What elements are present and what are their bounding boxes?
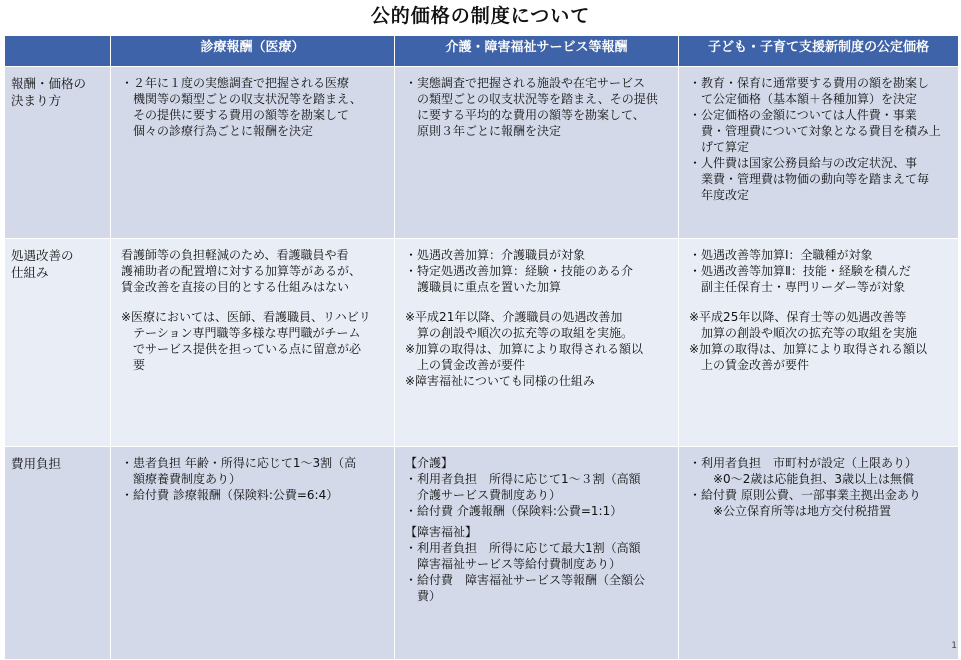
medical-improvement-text (121, 247, 386, 295)
cell-care-cost-burden (395, 447, 679, 660)
text-line: 原則３年ごとに報酬を決定 (405, 124, 562, 138)
row-label-cost-burden (5, 447, 111, 660)
text-line: ・処遇改善等加算Ⅱ：技能・経験を積んだ (689, 264, 911, 278)
text-line: ・人件費は国家公務員給与の改定状況、事 (689, 156, 918, 170)
text-line: 算の創設や順次の拡充等の取組を実施。 (405, 326, 634, 340)
text-line: 費） (405, 589, 442, 603)
childcare-improvement-text (689, 247, 950, 295)
text-line: 個々の診療行為ごとに報酬を決定 (121, 124, 314, 138)
row-label-price-determination (5, 67, 111, 239)
text-line: 報酬・価格の (11, 76, 87, 91)
welfare-cost-section (405, 524, 670, 604)
text-line: 護補助者の配置増に対する加算等があるが、 (121, 264, 362, 278)
text-line: げて算定 (689, 140, 750, 154)
text-line: ・給付費 原則公費、一部事業主拠出金あり (689, 488, 921, 502)
text-line: の類型ごとの収支状況等を踏まえ、その提供 (405, 92, 658, 106)
care-cost-section (405, 455, 670, 519)
text-line: 介護サービス費制度あり） (405, 488, 562, 502)
text-line: 費・管理費について対象となる費目を積み上 (689, 124, 941, 138)
text-line: ・教育・保育に通常要する費用の額を勘案し (689, 76, 930, 90)
text-line: 【障害福祉】 (405, 525, 478, 539)
cell-childcare-treatment-improvement (679, 239, 959, 447)
table-row-treatment-improvement (5, 239, 959, 447)
header-corner-cell (5, 36, 111, 67)
text-line: ・処遇改善等加算Ⅰ：全職種が対象 (689, 248, 873, 262)
text-line: 副主任保育士・専門リーダー等が対象 (689, 280, 906, 294)
text-line: 賃金改善を直接の目的とする仕組みはない (121, 280, 350, 294)
text-line: 処遇改善の (11, 248, 74, 263)
text-line: ・処遇改善加算：介護職員が対象 (405, 248, 586, 262)
text-line: その提供に要する費用の額等を勘案して (121, 108, 350, 122)
text-line: 機関等の類型ごとの収支状況等を踏まえ、 (121, 92, 362, 106)
text-line: ・給付費 介護報酬（保険料:公費=1:1） (405, 504, 623, 518)
text-line: 決まり方 (11, 93, 62, 108)
text-line: 障害福祉サービス等給付費制度あり） (405, 557, 622, 571)
childcare-improvement-note (689, 309, 950, 373)
text-line: 護職員に重点を置いた加算 (405, 280, 562, 294)
text-line: 【介護】 (405, 456, 454, 470)
text-line: ※加算の取得は、加算により取得される額以 (405, 342, 644, 356)
text-line: ・実態調査で把握される施設や在宅サービス (405, 76, 646, 90)
text-line: ・給付費 診療報酬（保険料:公費=6:4） (121, 488, 339, 502)
text-line: 年度改定 (689, 188, 750, 202)
header-childcare: 子ども・子育て支援新制度の公定価格 (679, 36, 959, 67)
text-line: ※医療においては、医師、看護職員、リハビリ (121, 310, 371, 324)
cell-childcare-cost-burden (679, 447, 959, 660)
text-line: 費用負担 (11, 456, 62, 471)
text-line: でサービス提供を担っている点に留意が必 (121, 342, 362, 356)
cell-medical-cost-burden (111, 447, 395, 660)
page-number: 1 (951, 641, 957, 651)
text-line: ・公定価格の金額については人件費・事業 (689, 108, 917, 122)
text-line: ※0～2歳は応能負担、3歳以上は無償 (689, 472, 914, 486)
header-medical: 診療報酬（医療） (111, 36, 395, 67)
cell-medical-treatment-improvement (111, 239, 395, 447)
header-care-welfare: 介護・障害福祉サービス等報酬 (395, 36, 679, 67)
text-line: に要する平均的な費用の額等を勘案して、 (405, 108, 645, 122)
text-line: ※平成25年以降、保育士等の処遇改善等 (689, 310, 907, 324)
text-line: 業費・管理費は物価の動向等を踏まえて毎 (689, 172, 930, 186)
text-line: ※平成21年以降、介護職員の処遇改善加 (405, 310, 623, 324)
medical-improvement-note (121, 309, 386, 373)
text-line: ※障害福祉についても同様の仕組み (405, 374, 595, 388)
text-line: ・利用者負担 所得に応じて最大1割（高額 (405, 541, 641, 555)
text-line: て公定価格（基本額＋各種加算）を決定 (689, 92, 918, 106)
text-line: ・利用者負担 市町村が設定（上限あり） (689, 456, 918, 470)
row-label-treatment-improvement (5, 239, 111, 447)
care-improvement-text (405, 247, 670, 295)
text-line: ※公立保育所等は地方交付税措置 (689, 504, 892, 518)
text-line: 看護師等の負担軽減のため、看護職員や看 (121, 248, 349, 262)
cell-medical-price-determination (111, 67, 395, 239)
text-line: 上の賃金改善が要件 (689, 358, 810, 372)
table-row-price-determination (5, 67, 959, 239)
text-line: 要 (121, 358, 146, 372)
cell-care-price-determination (395, 67, 679, 239)
text-line: 仕組み (11, 265, 49, 280)
header-row (5, 36, 959, 67)
text-line: ・給付費 障害福祉サービス等報酬（全額公 (405, 573, 646, 587)
text-line: 額療養費制度あり） (121, 472, 242, 486)
text-line: ・２年に１度の実態調査で把握される医療 (121, 76, 350, 90)
text-line: テーション専門職等多様な専門職がチーム (121, 326, 361, 340)
care-improvement-note (405, 309, 670, 389)
text-line: ・患者負担 年齢・所得に応じて1～3割（高 (121, 456, 357, 470)
text-line: ・利用者負担 所得に応じて1～３割（高額 (405, 472, 641, 486)
text-line: 加算の創設や順次の拡充等の取組を実施 (689, 326, 918, 340)
page-title: 公的価格の制度について (370, 5, 591, 27)
text-line: ※加算の取得は、加算により取得される額以 (689, 342, 928, 356)
cell-childcare-price-determination (679, 67, 959, 239)
text-line: 上の賃金改善が要件 (405, 358, 526, 372)
cell-care-treatment-improvement (395, 239, 679, 447)
text-line: ・特定処遇改善加算：経験・技能のある介 (405, 264, 634, 278)
public-price-system-table (4, 35, 959, 660)
table-row-cost-burden (5, 447, 959, 660)
